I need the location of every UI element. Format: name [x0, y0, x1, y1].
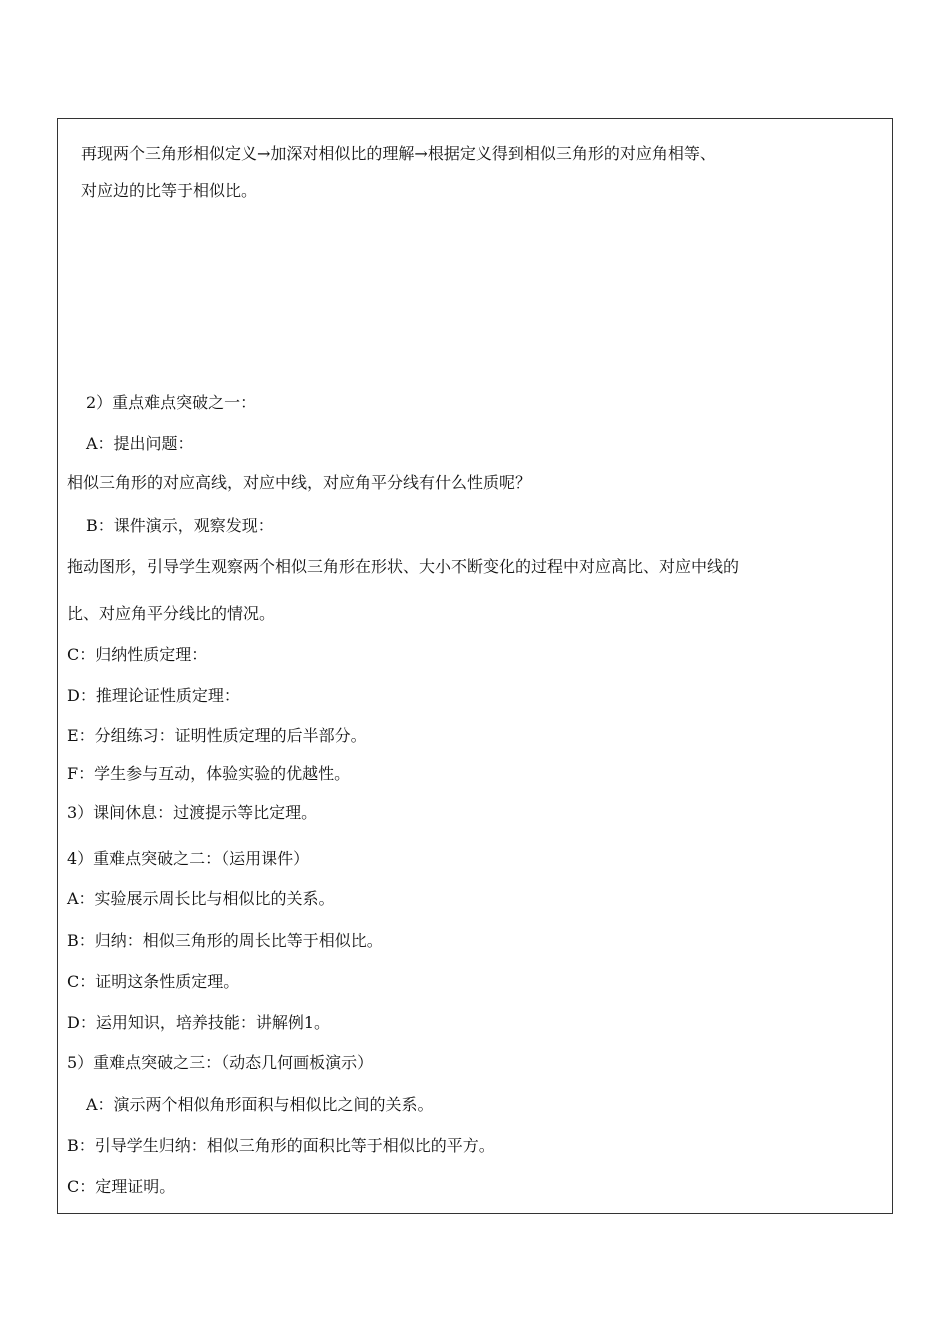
text-line-3: 2）重点难点突破之一： [86, 393, 257, 412]
text-line-7: 拖动图形，引导学生观察两个相似三角形在形状、大小不断变化的过程中对应高比、对应中线的 [67, 557, 740, 576]
text-line-9: C：归纳性质定理： [67, 645, 208, 664]
text-line-12: F：学生参与互动，体验实验的优越性。 [67, 764, 351, 783]
text-line-18: D：运用知识，培养技能：讲解例1。 [67, 1013, 331, 1032]
text-line-22: C：定理证明。 [67, 1177, 176, 1196]
text-line-8: 比、对应角平分线比的情况。 [67, 604, 276, 623]
text-line-19: 5）重难点突破之三：（动态几何画板演示） [67, 1053, 374, 1072]
text-line-6: B：课件演示，观察发现： [86, 516, 274, 535]
content-table-cell [57, 118, 893, 1214]
text-line-20: A：演示两个相似角形面积与相似比之间的关系。 [86, 1095, 434, 1114]
text-line-5: 相似三角形的对应高线，对应中线，对应角平分线有什么性质呢？ [67, 473, 532, 492]
text-line-13: 3）课间休息：过渡提示等比定理。 [67, 803, 318, 822]
text-line-14: 4）重难点突破之二：（运用课件） [67, 849, 310, 868]
text-line-17: C：证明这条性质定理。 [67, 972, 240, 991]
text-line-21: B：引导学生归纳：相似三角形的面积比等于相似比的平方。 [67, 1136, 495, 1155]
text-line-15: A：实验展示周长比与相似比的关系。 [67, 889, 335, 908]
text-line-16: B：归纳：相似三角形的周长比等于相似比。 [67, 931, 383, 950]
text-line-1: 再现两个三角形相似定义→加深对相似比的理解→根据定义得到相似三角形的对应角相等、 [81, 144, 716, 163]
text-line-4: A：提出问题： [86, 434, 194, 453]
text-line-10: D：推理论证性质定理： [67, 686, 240, 705]
text-line-11: E：分组练习：证明性质定理的后半部分。 [67, 726, 367, 745]
text-line-2: 对应边的比等于相似比。 [81, 181, 258, 200]
